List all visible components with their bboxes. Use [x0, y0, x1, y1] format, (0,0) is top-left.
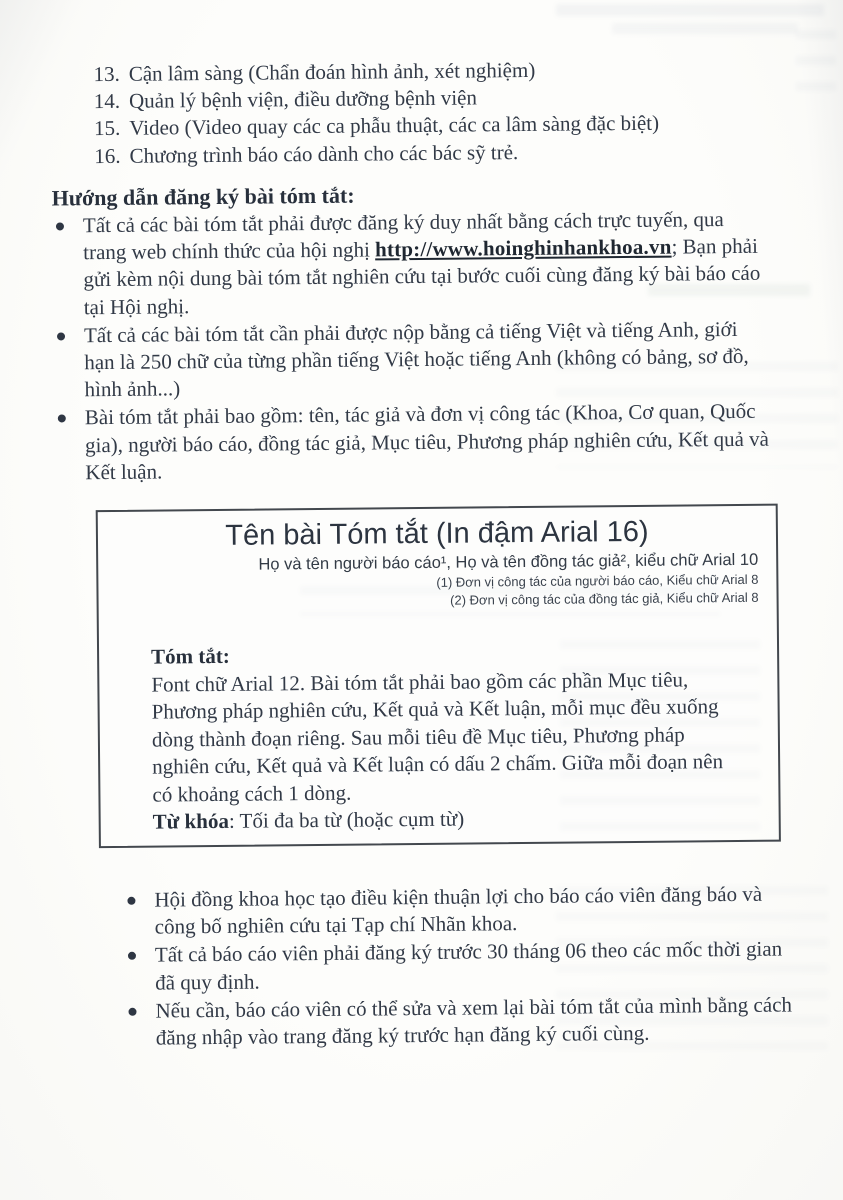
- template-affiliation-2: (2) Đơn vị công tác của đồng tác giả, Kiểu chữ Arial 8: [450, 589, 759, 608]
- guideline-text: Bài tóm tắt phải bao gồm: tên, tác giả và đơn vị công tác (Khoa, Cơ quan, Quốc gia), người báo cáo, đồng tác giả, Mục tiêu, Phương pháp nghiên cứu, Kết quả và Kết luận.: [84, 399, 770, 485]
- topic-number: 15.: [93, 116, 121, 141]
- guideline-list: [54, 206, 775, 488]
- closing-text: Hội đồng khoa học tạo điều kiện thuận lợi cho báo cáo viên đăng báo và công bố nghiên cứu tại Tạp chí Nhãn khoa.: [154, 881, 763, 939]
- guideline-text-pre: Tất cả các bài tóm tắt phải được đăng ký duy nhất bằng cách trực tuyến, qua trang web chính thức của hội nghị: [82, 207, 724, 265]
- topic-number: 13.: [93, 61, 120, 87]
- bullet-icon: [127, 897, 135, 905]
- keywords-label: Từ khóa: [152, 808, 230, 834]
- keywords-line: [153, 803, 739, 836]
- topic-text: Chương trình báo cáo dành cho các bác sỹ trẻ.: [129, 139, 519, 168]
- topic-list: [93, 54, 794, 170]
- guideline-text-post: ; Bạn phải gửi kèm nội dung bài tóm tắt nghiên cứu tại bước cuối cùng đăng ký bài báo cáo tại Hội nghị.: [83, 233, 761, 319]
- closing-list: [125, 880, 799, 1053]
- template-authors-line: Họ và tên người báo cáo¹, Họ và tên đồng tác giả², kiểu chữ Arial 10: [258, 550, 759, 574]
- topic-number: 14.: [93, 89, 121, 114]
- bullet-icon: [128, 1008, 136, 1016]
- template-title: Tên bài Tóm tắt (In đậm Arial 16): [225, 515, 649, 552]
- closing-text: Tất cả báo cáo viên phải đăng ký trước 30 tháng 06 theo các mốc thời gian đã quy định.: [154, 936, 783, 995]
- guideline-item: [54, 206, 773, 322]
- abstract-template-box: [96, 504, 781, 849]
- topic-text: Cận lâm sàng (Chẩn đoán hình ảnh, xét nghiệm): [128, 57, 536, 86]
- abstract-block: [151, 638, 739, 836]
- guideline-item: [55, 315, 774, 403]
- template-affiliation-1: (1) Đơn vị công tác của người báo cáo, Kiểu chữ Arial 8: [436, 571, 759, 590]
- topic-item: [94, 136, 794, 170]
- bullet-icon: [58, 415, 66, 423]
- topic-number: 16.: [94, 143, 121, 168]
- closing-text: Nếu cần, báo cáo viên có thể sửa và xem lại bài tóm tắt của mình bằng cách đăng nhập vào trang đăng ký trước hạn đăng ký cuối cùng.: [155, 992, 793, 1050]
- topic-text: Video (Video quay các ca phẫu thuật, các ca lâm sàng đặc biệt): [129, 111, 660, 141]
- closing-item: [125, 880, 797, 941]
- section-heading: Hướng dẫn đăng ký bài tóm tắt:: [51, 182, 355, 211]
- closing-item: [126, 991, 798, 1052]
- abstract-body: Font chữ Arial 12. Bài tóm tắt phải bao gồm các phần Mục tiêu, Phương pháp nghiên cứu, Kết quả và Kết luận, mỗi mục đều xuống dòng thành đoạn riêng. Sau mỗi tiêu đề Mục tiêu, Phương pháp nghiên cứu, Kết quả và Kết luận có dấu 2 chấm. Giữa mỗi đoạn nên có khoảng cách 1 dòng.: [151, 666, 724, 807]
- bullet-icon: [56, 222, 64, 230]
- guideline-text: Tất cả các bài tóm tắt cần phải được nộp bằng cả tiếng Việt và tiếng Anh, giới hạn là 250 chữ của từng phần tiếng Việt hoặc tiếng Anh (không có bảng, sơ đồ, hình ảnh...): [83, 316, 749, 402]
- registration-url: http://www.hoinghinhankhoa.vn: [374, 234, 672, 262]
- bullet-icon: [128, 952, 136, 960]
- keywords-text: : Tối đa ba từ (hoặc cụm từ): [228, 806, 465, 833]
- closing-item: [126, 936, 798, 997]
- guideline-item: [56, 398, 775, 486]
- bullet-icon: [57, 332, 65, 340]
- topic-text: Quản lý bệnh viện, điều dưỡng bệnh viện: [128, 85, 478, 113]
- abstract-label: Tóm tắt:: [150, 643, 230, 669]
